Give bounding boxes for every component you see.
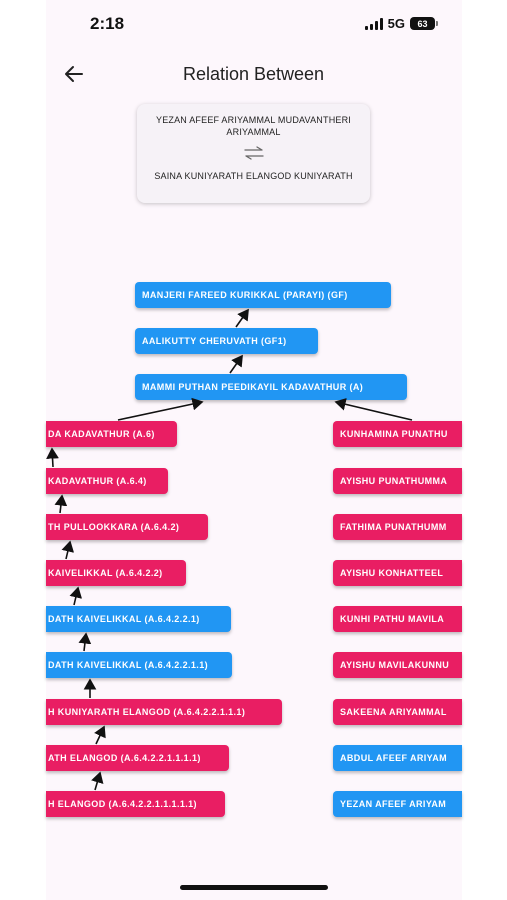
- status-time: 2:18: [90, 14, 125, 33]
- tree-node-right-1[interactable]: [333, 421, 462, 447]
- node-label: H KUNIYARATH ELANGOD (A.6.4.2.2.1.1.1): [48, 707, 246, 717]
- signal-icon: [365, 18, 383, 30]
- node-label: TH PULLOOKKARA (A.6.4.2): [48, 522, 180, 532]
- tree-node-right-7[interactable]: [333, 699, 462, 725]
- node-label: AALIKUTTY CHERUVATH (GF1): [142, 336, 287, 346]
- node-label: DATH KAIVELIKKAL (A.6.4.2.2.1.1): [48, 660, 208, 670]
- node-label: ABDUL AFEEF ARIYAM: [340, 753, 448, 763]
- node-label: FATHIMA PUNATHUMM: [340, 522, 447, 532]
- node-label: KUNHAMINA PUNATHU: [340, 429, 448, 439]
- node-label: KUNHI PATHU MAVILA: [340, 614, 445, 624]
- node-label: DA KADAVATHUR (A.6): [48, 429, 155, 439]
- network-label: 5G: [387, 16, 405, 31]
- status-indicators: [365, 16, 435, 31]
- tree-node-right-8[interactable]: [333, 745, 462, 771]
- tree-node-top-2[interactable]: [135, 328, 318, 354]
- page-title: Relation Between: [182, 64, 325, 84]
- node-label: KAIVELIKKAL (A.6.4.2.2): [48, 568, 163, 578]
- node-label: SAKEENA ARIYAMMAL: [340, 707, 447, 717]
- node-label: DATH KAIVELIKKAL (A.6.4.2.2.1): [48, 614, 200, 624]
- tree-node-left-1[interactable]: [46, 421, 177, 447]
- tree-node-top-1[interactable]: [135, 282, 391, 308]
- tree-node-right-3[interactable]: [333, 514, 462, 540]
- battery-level: 63: [417, 18, 428, 29]
- tree-node-left-5[interactable]: [46, 606, 231, 632]
- node-label: MAMMI PUTHAN PEEDIKAYIL KADAVATHUR (A): [142, 382, 364, 392]
- node-label: ATH ELANGOD (A.6.4.2.2.1.1.1.1): [48, 753, 201, 763]
- swap-arrows-icon[interactable]: [243, 146, 265, 160]
- tree-node-right-4[interactable]: [333, 560, 462, 586]
- relation-person-a: YEZAN AFEEF ARIYAMMAL MUDAVANTHERI ARIYAMMAL: [156, 115, 351, 137]
- node-label: AYISHU MAVILAKUNNU: [340, 660, 450, 670]
- relation-person-b: SAINA KUNIYARATH ELANGOD KUNIYARATH: [154, 171, 353, 181]
- tree-node-right-6[interactable]: [333, 652, 462, 678]
- tree-node-right-5[interactable]: [333, 606, 462, 632]
- tree-node-left-6[interactable]: [46, 652, 232, 678]
- tree-node-left-2[interactable]: [46, 468, 168, 494]
- home-indicator: [180, 885, 328, 890]
- tree-node-left-4[interactable]: [46, 560, 186, 586]
- node-label: YEZAN AFEEF ARIYAM: [340, 799, 447, 809]
- tree-node-left-7[interactable]: [46, 699, 282, 725]
- node-label: MANJERI FAREED KURIKKAL (PARAYI) (GF): [142, 290, 348, 300]
- tree-node-right-2[interactable]: [333, 468, 462, 494]
- node-label: KADAVATHUR (A.6.4): [48, 476, 147, 486]
- tree-node-right-9[interactable]: [333, 791, 462, 817]
- node-label: AYISHU PUNATHUMMA: [340, 476, 448, 486]
- tree-node-top-3[interactable]: [135, 374, 407, 400]
- node-label: AYISHU KONHATTEEL: [340, 568, 444, 578]
- tree-node-left-8[interactable]: [46, 745, 229, 771]
- battery-icon: [410, 17, 435, 30]
- relation-card: [137, 104, 370, 203]
- node-label: H ELANGOD (A.6.4.2.2.1.1.1.1.1): [48, 799, 197, 809]
- tree-node-left-3[interactable]: [46, 514, 208, 540]
- tree-node-left-9[interactable]: [46, 791, 225, 817]
